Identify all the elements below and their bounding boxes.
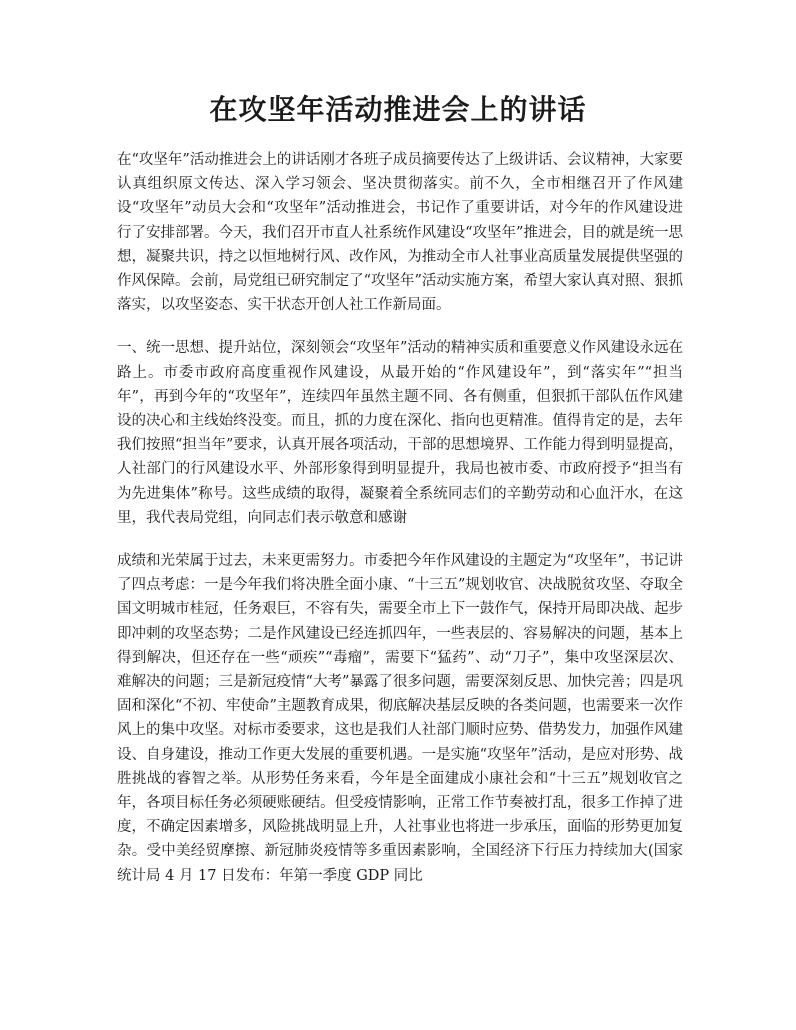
document-title: 在攻坚年活动推进会上的讲话 bbox=[209, 93, 587, 126]
paragraph-section-one: 一、统一思想、提升站位，深刻领会“攻坚年”活动的精神实质和重要意义作风建设永远在路上。市委市政府高度重视作风建设，从最开始的“作风建设年”，到“落实年”“担当年”，再到今年的“攻坚年”，连续四年虽然主题不同、各有侧重，但狠抓干部队伍作风建设的决心和主线始终没变。而且，抓的力度在深化、指向也更精准。值得肯定的是，去年我们按照“担当年”要求，认真开展各项活动，干部的思想境界、工作能力得到明显提高，人社部门的行风建设水平、外部形象得到明显提升，我局也被市委、市政府授予“担当有为先进集体”称号。这些成绩的取得，凝聚着全系统同志们的辛勤劳动和心血汗水，在这里，我代表局党组，向同志们表示敬意和感谢 bbox=[117, 340, 683, 526]
document-body bbox=[117, 148, 683, 907]
paragraph-intro: 在“攻坚年”活动推进会上的讲话刚才各班子成员摘要传达了上级讲话、会议精神，大家要认真组织原文传达、深入学习领会、坚决贯彻落实。前不久，全市相继召开了作风建设“攻坚年”动员大会和“攻坚年”活动推进会，书记作了重要讲话，对今年的作风建设进行了安排部署。今天，我们召开市直人社系统作风建设“攻坚年”推进会，目的就是统一思想，凝聚共识，持之以恒地树行风、改作风，为推动全市人社事业高质量发展提供坚强的作风保障。会前，局党组已研究制定了“攻坚年”活动实施方案，希望大家认真对照、狠抓落实，以攻坚姿态、实干状态开创人社工作新局面。 bbox=[117, 152, 683, 314]
paragraph-achievements: 成绩和光荣属于过去，未来更需努力。市委把今年作风建设的主题定为“攻坚年”，书记讲了四点考虑：一是今年我们将决胜全面小康、“十三五”规划收官、决战脱贫攻坚、夺取全国文明城市桂冠，任务艰巨，不容有失，需要全市上下一鼓作气，保持开局即决战、起步即冲刺的攻坚态势；二是作风建设已经连抓四年，一些表层的、容易解决的问题，基本上得到解决，但还存在一些“顽疾”“毒瘤”，需要下“猛药”、动“刀子”，集中攻坚深层次、难解决的问题；三是新冠疫情“大考”暴露了很多问题，需要深刻反思、加快完善；四是巩固和深化“不初、牢使命”主题教育成果，彻底解决基层反映的各类问题，也需要来一次作风上的集中攻坚。对标市委要求，这也是我们人社部门顺时应势、借势发力，加强作风建设、自身建设，推动工作更大发展的重要机遇。一是实施“攻坚年”活动，是应对形势、战胜挑战的睿智之举。从形势任务来看，今年是全面建成小康社会和“十三五”规划收官之年，各项目标任务必须硬账硬结。但受疫情影响，正常工作节奏被打乱，很多工作掉了进度，不确定因素增多，风险挑战明显上升，人社事业也将进一步承压，面临的形势更加复杂。受中美经贸摩擦、新冠肺炎疫情等多重因素影响，全国经济下行压力持续加大(国家统计局 4 月 17 日发布：年第一季度 GDP 同比 bbox=[117, 553, 683, 884]
